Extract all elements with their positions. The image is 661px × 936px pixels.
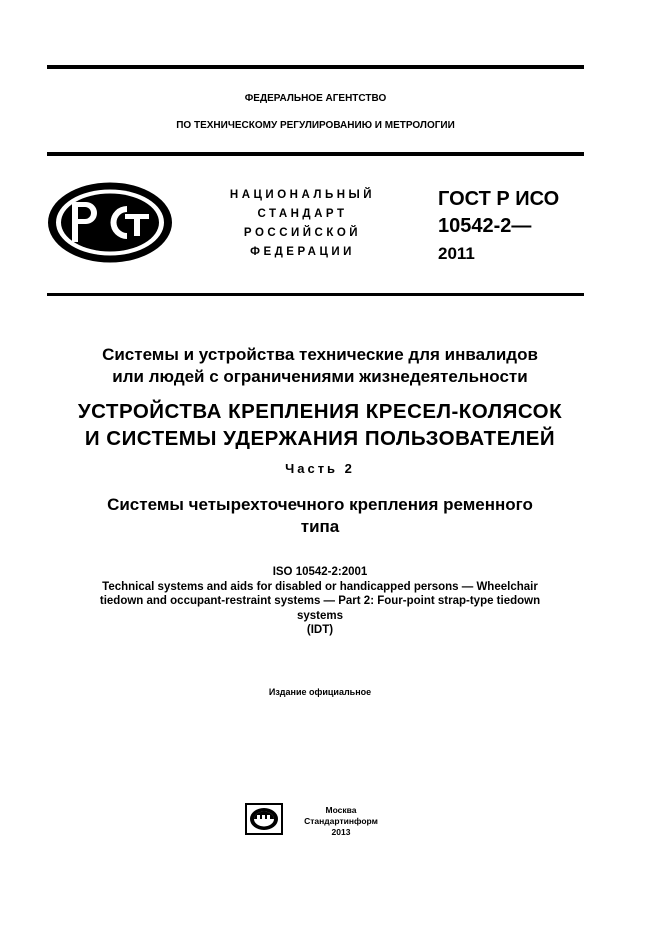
general-title [40, 344, 600, 388]
top-rule [47, 65, 584, 69]
agency-name-line1: ФЕДЕРАЛЬНОЕ АГЕНТСТВО [244, 93, 387, 104]
main-title-line1: УСТРОЙСТВА КРЕПЛЕНИЯ КРЕСЕЛ-КОЛЯСОК [77, 400, 563, 423]
edition-label: Издание официальное [268, 687, 372, 697]
national-line: СТАНДАРТ [257, 208, 348, 220]
designation-year: 2011 [438, 244, 475, 263]
publisher-year: 2013 [331, 827, 351, 837]
block-rule [47, 293, 584, 296]
part-title [40, 494, 600, 538]
standard-designation [438, 186, 559, 267]
general-title-line2: или людей с ограничениями жизнедеятельности [112, 367, 528, 386]
part-title-line1: Системы четырехточечного крепления ременного [107, 495, 533, 514]
rst-certification-logo-icon [45, 180, 175, 265]
main-title [40, 398, 600, 452]
standartinform-logo-icon [245, 803, 283, 835]
publisher-info [296, 805, 386, 838]
national-line: НАЦИОНАЛЬНЫЙ [229, 189, 376, 201]
agency-name-line2: ПО ТЕХНИЧЕСКОМУ РЕГУЛИРОВАНИЮ И МЕТРОЛОГИИ [176, 120, 455, 131]
part-number: Часть 2 [285, 461, 355, 476]
national-standard-label [200, 186, 405, 262]
national-line: РОССИЙСКОЙ [243, 227, 362, 239]
iso-title-line2: tiedown and occupant-restraint systems — Part 2: Four-point strap-type tiedown [99, 595, 541, 607]
iso-title-line3: systems [296, 609, 344, 622]
publisher-city: Москва [325, 805, 357, 815]
header-rule [47, 152, 584, 156]
iso-identity: (IDT) [306, 624, 334, 636]
main-title-line2: И СИСТЕМЫ УДЕРЖАНИЯ ПОЛЬЗОВАТЕЛЕЙ [84, 427, 556, 450]
publisher-name: Стандартинформ [304, 816, 378, 826]
iso-title-line1: Technical systems and aids for disabled or handicapped persons — Wheelchair [102, 580, 538, 593]
general-title-line1: Системы и устройства технические для инвалидов [102, 345, 538, 364]
designation-line1: ГОСТ Р ИСО [438, 188, 560, 210]
iso-code: ISO 10542-2:2001 [272, 566, 368, 578]
designation-line2: 10542-2— [438, 215, 532, 237]
iso-reference [40, 565, 600, 638]
part-title-line2: типа [300, 517, 340, 536]
national-line: ФЕДЕРАЦИИ [250, 246, 355, 258]
